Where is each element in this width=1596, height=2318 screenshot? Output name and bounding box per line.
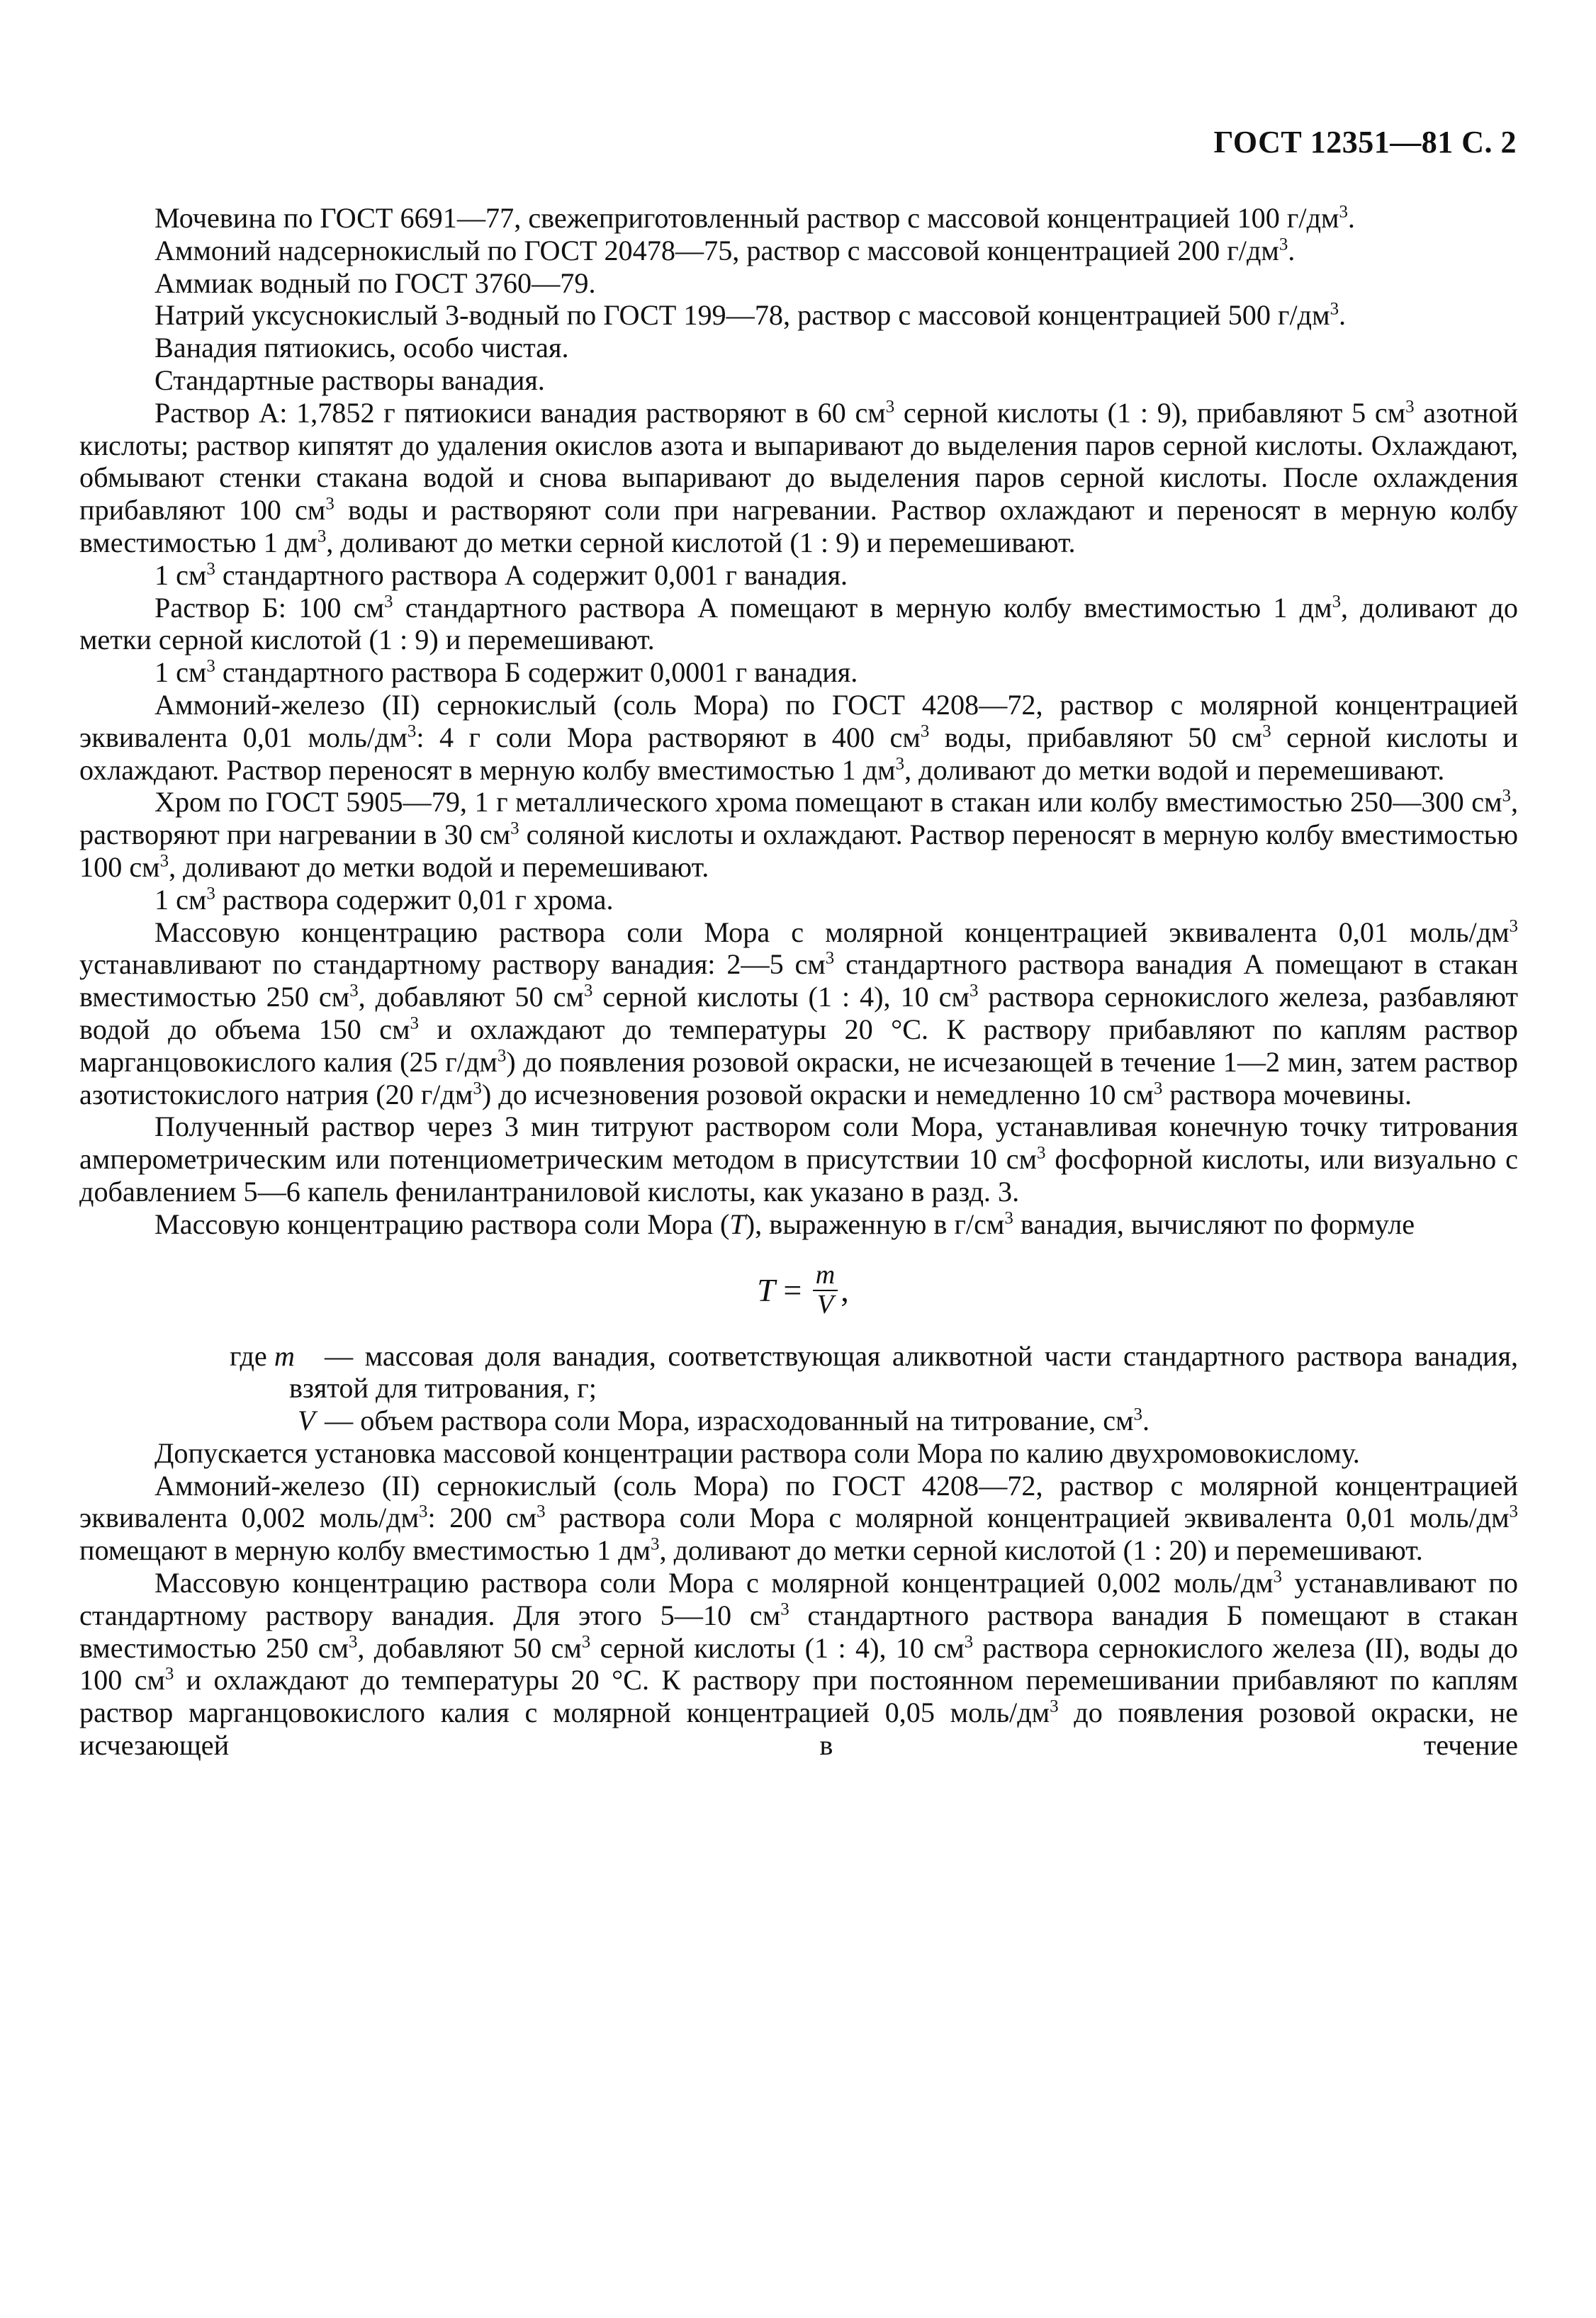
paragraph: Массовую концентрацию раствора соли Мора с молярной концентрацией эквивалента 0,01 моль/$дм^3$ устанавливают по стандартному раствору ванадия: 2—5 $см^3$ стандартного раствора ванадия А помещают в стакан вместимостью 250 $см^3$, добавляют 50 $см^3$ серной кислоты (1 : 4), 10 $см^3$ раствора сернокислого железа, разбавляют водой до объема 150 $см^3$ и охлаждают до температуры 20 °С. К раствору прибавляют по каплям раствор марганцовокислого калия (25 $г/дм^3$) до появления розовой окраски, не исчезающей в течение 1—2 мин, затем раствор азотистокислого натрия (20 $г/дм^3$) до исчезновения розовой окраски и немедленно 10 $см^3$ раствора мочевины. [79,916,1519,1110]
formula-equals: = [775,1271,810,1308]
paragraph: Ванадия пятиокись, особо чистая. [154,332,569,364]
document-body [79,202,1518,1762]
paragraph: 1 $см^3$ стандартного раствора А содержит 0,001 г ванадия. [154,558,848,591]
legend-m-symbol: m [274,1339,295,1372]
paragraph: 1 $см^3$ стандартного раствора Б содержит 0,0001 г ванадия. [154,656,858,689]
paragraph: Мочевина по ГОСТ 6691—77, свежеприготовленный раствор с массовой концентрацией 100 $г/дм^3$. [154,202,1355,234]
formula-denominator: V [816,1289,834,1320]
paragraph: Допускается установка массовой концентрации раствора соли Мора по калию двухромовокислому. [154,1436,1360,1469]
paragraph: Натрий уксуснокислый 3-водный по ГОСТ 199—78, раствор с массовой концентрацией 500 $г/дм^3$. [154,299,1347,332]
paragraph: Аммиак водный по ГОСТ 3760—79. [154,266,596,299]
paragraph: Полученный раствор через 3 мин титруют раствором соли Мора, устанавливая конечную точку титрования амперометрическим или потенциометрическим методом в присутствии 10 $см^3$ фосфорной кислоты, или визуально с добавлением 5—6 капель фенилантраниловой кислоты, как указано в разд. 3. [79,1110,1518,1208]
paragraph: Раствор А: 1,7852 г пятиокиси ванадия растворяют в 60 $см^3$ серной кислоты (1 : 9), прибавляют 5 $см^3$ азотной кислоты; раствор кипятят до удаления окислов азота и выпаривают до выделения паров серной кислоты. Охлаждают, обмывают стенки стакана водой и снова выпаривают до выделения паров серной кислоты. После охлаждения прибавляют 100 $см^3$ воды и растворяют соли при нагревании. Раствор охлаждают и переносят в мерную колбу вместимостью 1 $дм^3$, доливают до метки серной кислотой (1 : 9) и перемешивают. [79,396,1518,558]
formula [79,1241,1518,1340]
legend-where-word: где m [230,1339,295,1372]
formula-lhs: T [757,1271,775,1308]
formula-numerator: m [813,1261,838,1291]
legend-m-text: — массовая доля ванадия, соответствующая аликвотной части стандартного раствора ванадия, взятой для титрования, г; [289,1339,1518,1405]
paragraph: Стандартные растворы ванадия. [154,364,545,396]
paragraph: Аммоний надсернокислый по ГОСТ 20478—75, раствор с массовой концентрацией 200 $г/дм^3$. [154,234,1296,266]
paragraphs-before-formula [79,202,1518,1241]
formula-fraction [813,1261,838,1320]
legend-v-symbol: V [298,1405,315,1437]
paragraph: Аммоний-железо (II) сернокислый (соль Мора) по ГОСТ 4208—72, раствор с молярной концентрацией эквивалента 0,002 моль/$дм^3$: 200 $см^3$ раствора соли Мора с молярной концентрацией эквивалента 0,01 моль/$дм^3$ помещают в мерную колбу вместимостью 1 $дм^3$, доливают до метки серной кислотой (1 : 20) и перемешивают. [79,1469,1518,1567]
page-header: ГОСТ 12351—81 С. 2 [1213,125,1517,159]
formula-tail: , [841,1271,849,1308]
legend-v [79,1405,1518,1437]
paragraph: Аммоний-железо (II) сернокислый (соль Мора) по ГОСТ 4208—72, раствор с молярной концентрацией эквивалента 0,01 моль/$дм^3$: 4 г соли Мора растворяют в 400 $см^3$ воды, прибавляют 50 $см^3$ серной кислоты и охлаждают. Раствор переносят в мерную колбу вместимостью 1 $дм^3$, доливают до метки водой и перемешивают. [79,688,1518,786]
paragraph: Раствор Б: 100 $см^3$ стандартного раствора А помещают в мерную колбу вместимостью 1 $дм^3$, доливают до метки серной кислотой (1 : 9) и перемешивают. [79,591,1519,656]
paragraph: Массовую концентрацию раствора соли Мора с молярной концентрацией 0,002 моль/$дм^3$ устанавливают по стандартному раствору ванадия. Для этого 5—10 $см^3$ стандартного раствора ванадия Б помещают в стакан вместимостью 250 $см^3$, добавляют 50 $см^3$ серной кислоты (1 : 4), 10 $см^3$ раствора сернокислого железа (II), воды до 100 $см^3$ и охлаждают до температуры 20 °С. К раствору при постоянном перемешивании прибавляют по каплям раствор марганцовокислого калия с молярной концентрацией 0,05 моль/$дм^3$ до появления розовой окраски, не исчезающей в течение [79,1567,1519,1762]
paragraph: Массовую концентрацию раствора соли Мора (Т), выраженную в $г/см^3$ ванадия, вычисляют по формуле [154,1208,1415,1240]
paragraphs-after-formula [79,1437,1518,1762]
legend-v-text: — объем раствора соли Мора, израсходованный на титрование, $см^3$. [325,1405,1150,1437]
paragraph: Хром по ГОСТ 5905—79, 1 г металлического хрома помещают в стакан или колбу вместимостью 250—300 $см^3$, растворяют при нагревании в 30 $см^3$ соляной кислоты и охлаждают. Раствор переносят в мерную колбу вместимостью 100 $см^3$, доливают до метки водой и перемешивают. [79,786,1519,883]
legend-m [79,1340,1518,1405]
paragraph: 1 $см^3$ раствора содержит 0,01 г хрома. [154,883,614,916]
